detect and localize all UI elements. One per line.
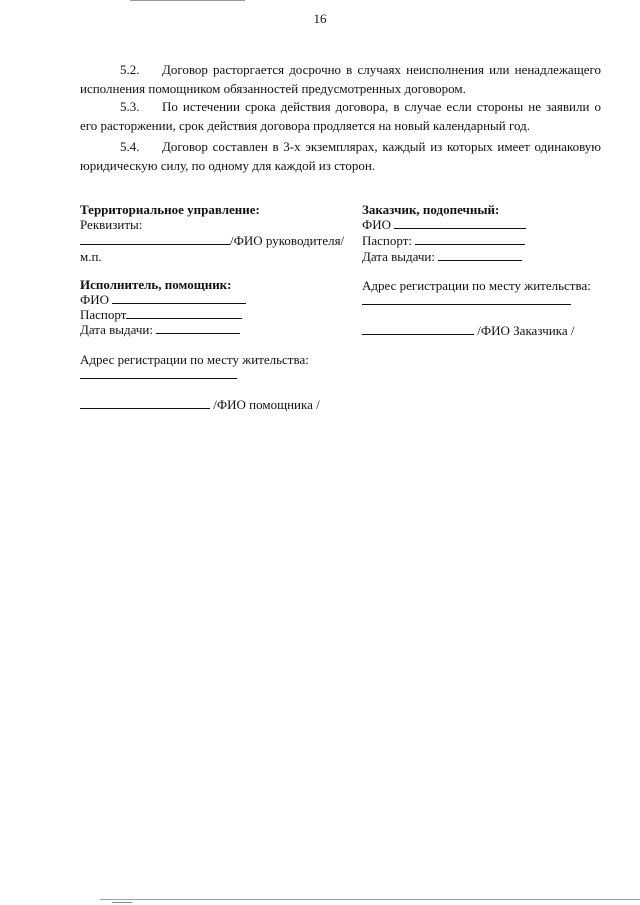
executor-issue-date-label: Дата выдачи: <box>80 322 154 337</box>
executor-passport-field[interactable] <box>126 307 242 319</box>
customer-address-field[interactable] <box>362 304 571 305</box>
executor-passport-row <box>80 307 242 323</box>
executor-issue-date-field[interactable] <box>156 322 240 334</box>
territorial-requisites-label: Реквизиты: <box>80 217 143 232</box>
executor-fio-field[interactable] <box>112 292 246 304</box>
clause-text: По истечении срока действия договора, в случае если стороны не заявили о его расторжении, срок действия договора продляется на новый календарный год. <box>80 99 601 133</box>
customer-signature-field[interactable] <box>362 323 474 335</box>
clause-number: 5.2. <box>120 62 140 77</box>
clause-text: Договор расторгается досрочно в случаях неисполнения или ненадлежащего исполнения помощником обязанностей предусмотренных договором. <box>80 62 601 96</box>
scan-edge-top <box>130 0 245 1</box>
clause-5-2 <box>80 61 601 98</box>
customer-issue-date-field[interactable] <box>438 249 522 261</box>
customer-fio-label: ФИО <box>362 217 392 232</box>
clause-5-3 <box>80 98 601 135</box>
customer-title: Заказчик, подопечный: <box>362 202 500 217</box>
customer-fio-field[interactable] <box>394 217 526 229</box>
customer-sign-caption: /ФИО Заказчика / <box>477 323 575 338</box>
clause-number: 5.3. <box>120 99 140 114</box>
executor-passport-label: Паспорт <box>80 307 127 322</box>
executor-address-field[interactable] <box>80 378 237 379</box>
stamp-label: м.п. <box>80 249 102 264</box>
scan-edge-mark <box>112 902 132 903</box>
executor-fio-row <box>80 292 246 308</box>
scan-edge-bottom <box>100 899 640 900</box>
executor-sign-caption: /ФИО помощника / <box>213 397 320 412</box>
customer-issue-date-row <box>362 249 522 265</box>
customer-passport-label: Паспорт: <box>362 233 413 248</box>
clause-text: Договор составлен в 3-х экземплярах, каждый из которых имеет одинаковую юридическую силу, по одному для каждой из сторон. <box>80 139 601 173</box>
customer-address-label: Адрес регистрации по месту жительства: <box>362 278 591 293</box>
territorial-title: Территориальное управление: <box>80 202 260 217</box>
customer-issue-date-label: Дата выдачи: <box>362 249 436 264</box>
customer-passport-row <box>362 233 525 249</box>
executor-fio-label: ФИО <box>80 292 110 307</box>
clause-number: 5.4. <box>120 139 140 154</box>
head-sign-caption: /ФИО руководителя/ <box>230 233 345 248</box>
page-number: 16 <box>313 11 327 26</box>
territorial-head-sign-line <box>80 233 344 249</box>
clause-5-4 <box>80 138 601 175</box>
executor-address-label: Адрес регистрации по месту жительства: <box>80 352 309 367</box>
executor-issue-date-row <box>80 322 240 338</box>
customer-sign-row <box>362 323 574 339</box>
customer-passport-field[interactable] <box>415 233 525 245</box>
customer-fio-row <box>362 217 526 233</box>
signature-field[interactable] <box>80 233 230 245</box>
executor-title: Исполнитель, помощник: <box>80 277 232 292</box>
executor-sign-row <box>80 397 320 413</box>
executor-signature-field[interactable] <box>80 397 210 409</box>
